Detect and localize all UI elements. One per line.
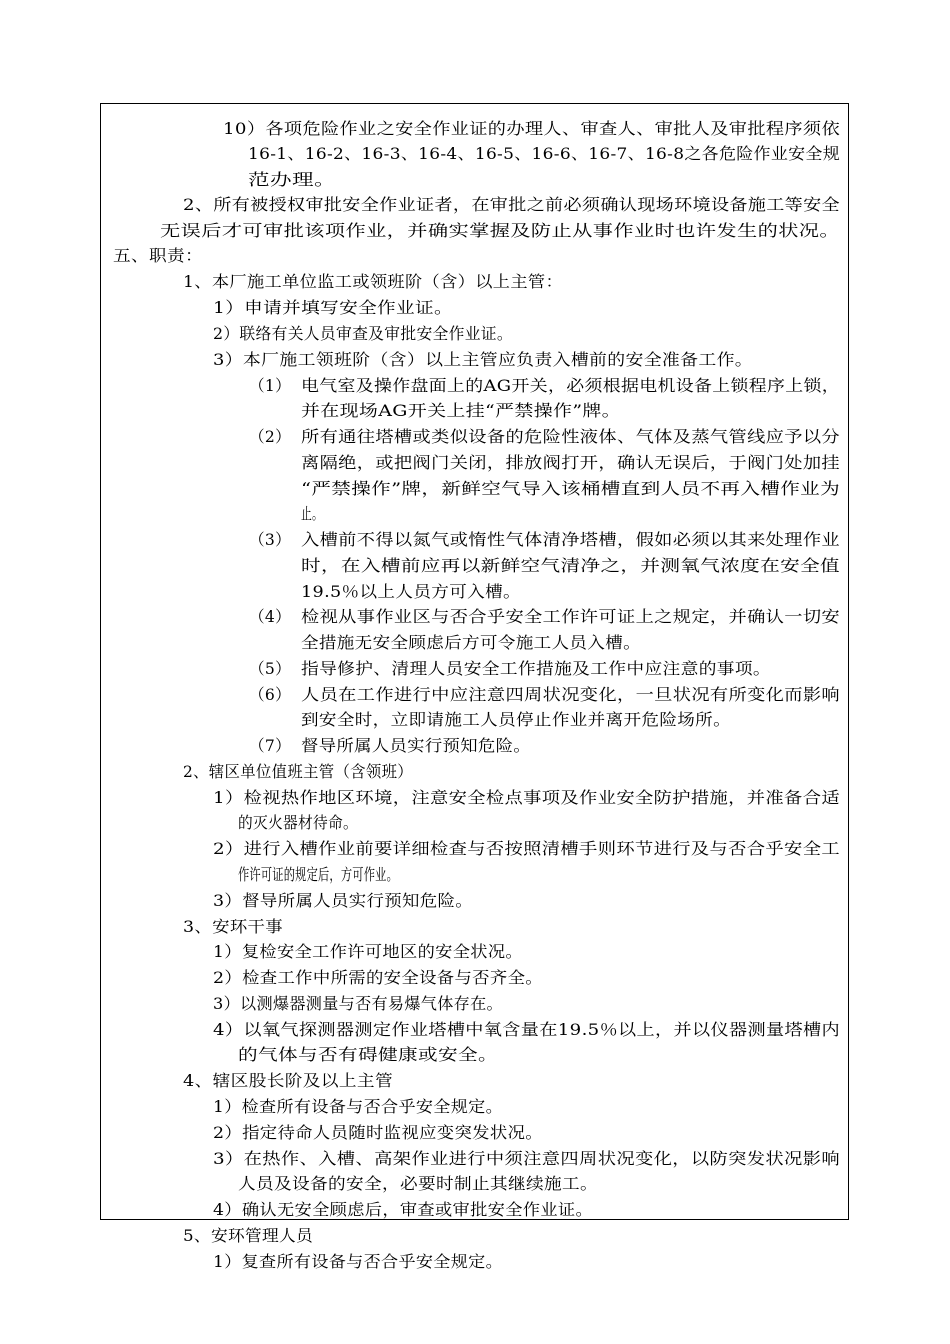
text-line: 电气室及操作盘面上的AG开关，必须根据电机设备上锁程序上锁， [301,376,841,395]
text-line: 无误后才可审批该项作业，并确实掌握及防止从事作业时也许发生的状况。 [160,221,841,240]
text-line: 检视从事作业区与否合乎安全工作许可证上之规定，并确认一切安 [301,607,841,626]
text-line: 10）各项危险作业之安全作业证的办理人、审查人、审批人及审批程序须依 [223,119,841,138]
text-line: 2）联络有关人员审查及审批安全作业证。 [213,324,514,343]
text-line: 到安全时，立即请施工人员停止作业并离开危险场所。 [301,710,732,729]
text-line: （7） [249,736,291,755]
text-line: 1）申请并填写安全作业证。 [213,298,453,317]
text-line: 2、所有被授权审批安全作业证者，在审批之前必须确认现场环境设备施工等安全 [183,195,840,214]
text-line: 离隔绝，或把阀门关闭，排放阀打开，确认无误后，于阀门处加挂 [301,453,841,472]
text-line: 入槽前不得以氮气或惰性气体清净塔槽，假如必须以其来处理作业 [301,530,841,549]
text-line: （2） [249,427,291,446]
text-line: 19.5％以上人员方可入槽。 [301,582,521,601]
text-line: 4、辖区股长阶及以上主管 [183,1071,393,1090]
text-line: 5、安环管理人员 [183,1226,314,1245]
text-line: 1）复检安全工作许可地区的安全状况。 [213,942,523,961]
text-line: 人员及设备的安全，必要时制止其继续施工。 [238,1174,598,1193]
text-line: 3）在热作、入槽、高架作业进行中须注意四周状况变化，以防突发状况影响 [213,1149,840,1168]
text-line: 1）复查所有设备与否合乎安全规定。 [213,1252,503,1271]
text-line: 3）本厂施工领班阶（含）以上主管应负责入槽前的安全准备工作。 [213,350,754,369]
text-line: 3）督导所属人员实行预知危险。 [213,891,474,910]
text-line: 4）确认无安全顾虑后，审查或审批安全作业证。 [213,1200,594,1219]
text-line: （1） [249,376,291,395]
text-line: 全措施无安全顾虑后方可令施工人员入槽。 [301,633,641,652]
text-line: 人员在工作进行中应注意四周状况变化，一旦状况有所变化而影响 [301,685,841,704]
text-line: 1、本厂施工单位监工或领班阶（含）以上主管： [183,272,564,291]
text-line: 并在现场AG开关上挂“严禁操作”牌。 [301,401,621,420]
text-line: 2）指定待命人员随时监视应变突发状况。 [213,1123,543,1142]
text-line: 的灭火器材待命。 [238,813,358,832]
text-line: 范办理。 [248,170,337,189]
text-line: 五、职责： [113,246,204,265]
text-line: 所有通往塔槽或类似设备的危险性液体、气体及蒸气管线应予以分 [301,427,841,446]
text-line: 1）检查所有设备与否合乎安全规定。 [213,1097,503,1116]
text-line: 指导修护、清理人员安全工作措施及工作中应注意的事项。 [301,659,772,678]
text-line: 3、安环干事 [183,917,283,936]
text-line: 的气体与否有碍健康或安全。 [238,1045,499,1064]
text-line: 止。 [301,504,324,523]
text-line: 2、辖区单位值班主管（含领班） [183,762,413,781]
text-line: （3） [249,530,291,549]
text-line: 4）以氧气探测器测定作业塔槽中氧含量在19.5％以上，并以仪器测量塔槽内 [213,1020,840,1039]
text-line: 作许可证的规定后，方可作业。 [238,865,398,884]
text-line: 3）以测爆器测量与否有易爆气体存在。 [213,994,504,1013]
text-line: 时，在入槽前应再以新鲜空气清净之，并测氧气浓度在安全值 [301,556,841,575]
text-line: （4） [249,607,291,626]
text-line: 2）检查工作中所需的安全设备与否齐全。 [213,968,543,987]
text-line: “严禁操作”牌，新鲜空气导入该桶槽直到人员不再入槽作业为 [301,479,841,498]
text-line: 2）进行入槽作业前要详细检查与否按照清槽手则环节进行及与否合乎安全工 [213,839,840,858]
text-line: （6） [249,685,291,704]
text-line: 1）检视热作地区环境，注意安全检点事项及作业安全防护措施，并准备合适 [213,788,840,807]
text-line: 督导所属人员实行预知危险。 [301,736,532,755]
text-line: 16-1、16-2、16-3、16-4、16-5、16-6、16-7、16-8之各危险作业安全规 [248,144,841,163]
text-line: （5） [249,659,291,678]
